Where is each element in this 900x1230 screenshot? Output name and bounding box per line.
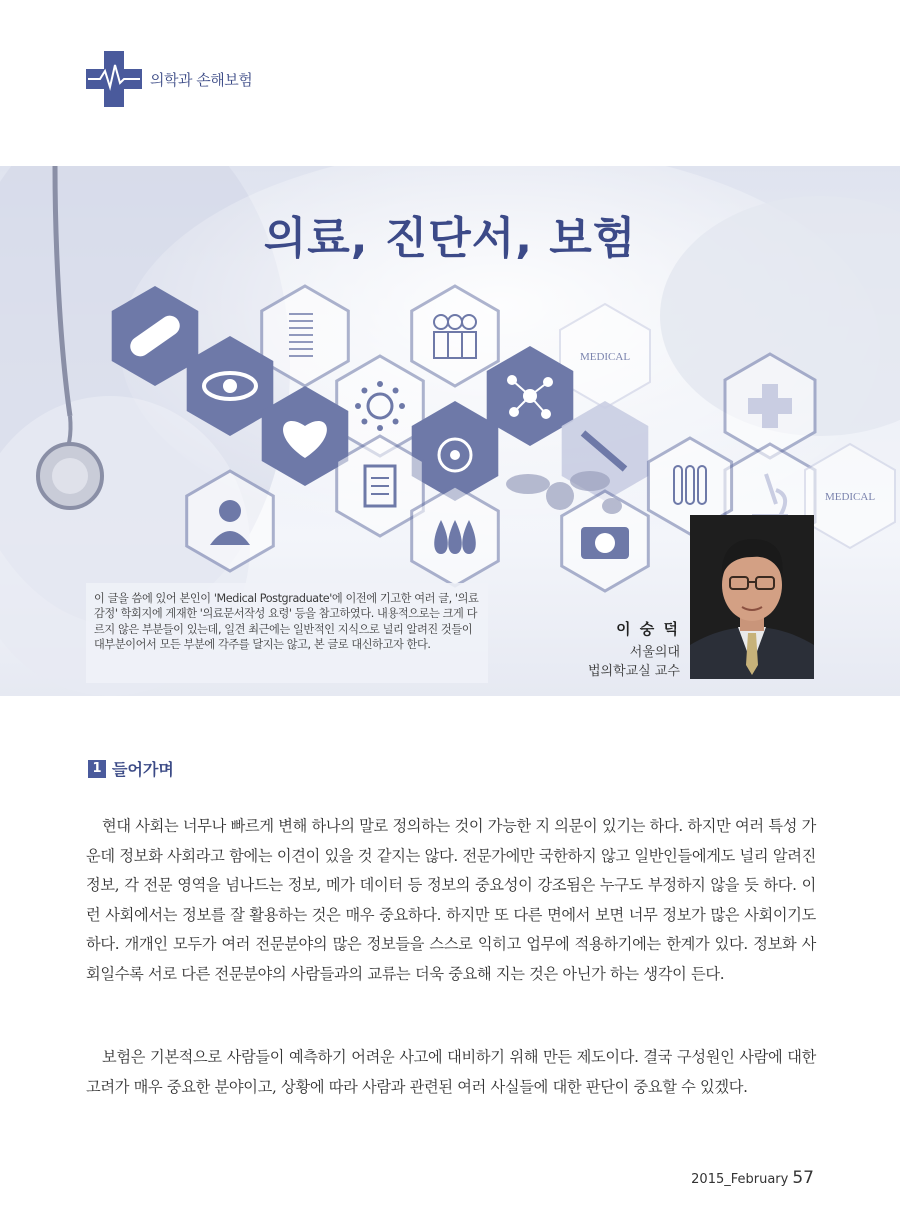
page-number: 57 xyxy=(792,1168,814,1188)
medical-label-1: MEDICAL xyxy=(579,351,631,363)
author-photo xyxy=(690,515,814,679)
author-affiliation-2: 법의학교실 교수 xyxy=(587,664,680,679)
section-number: 1 xyxy=(88,760,106,778)
medical-hex-2 xyxy=(805,444,895,548)
footer-date: 2015_February xyxy=(691,1172,789,1187)
page-footer xyxy=(691,1168,814,1188)
section-title: 들어가며 xyxy=(112,760,174,779)
hero-title: 의료, 진단서, 보험 xyxy=(263,213,637,264)
intro-note: 이 글을 씀에 있어 본인이 'Medical Postgraduate'에 이전에 기고한 여러 글, '의료감정' 학회지에 게재한 '의료문서작성 요령' 등을 참고하였다. 내용적으로는 크게 다르지 않은 부분들이 있는데, 일견 최근에는 일반적인 지식으로 널리 알려진 것들이 대부분이어서 모든 부분에 각주를 달지는 않고, 본 글로 대신하고자 한다. xyxy=(86,583,488,683)
medical-label-2: MEDICAL xyxy=(824,491,876,503)
author-affiliation-1: 서울의대 xyxy=(629,645,680,660)
header-title: 의학과 손해보험 xyxy=(150,70,253,89)
paragraph-2: 보험은 기본적으로 사람들이 예측하기 어려운 사고에 대비하기 위해 만든 제도이다. 결국 구성원인 사람에 대한 고려가 매우 중요한 분야이고, 상황에 따라 사람과 관련된 여러 사실들에 대한 판단이 중요할 수 있겠다. xyxy=(86,1048,816,1096)
section-header xyxy=(86,48,252,110)
author-info xyxy=(588,618,680,681)
paragraph-1: 현대 사회는 너무나 빠르게 변해 하나의 말로 정의하는 것이 가능한 지 의문이 있기는 하다. 하지만 여러 특성 가운데 정보화 사회라고 함에는 이견이 있을 것 같지는 않다. 전문가에만 국한하지 않고 일반인들에게도 널리 알려진 정보, 각 전문 영역을 넘나드는 정보, 메가 데이터 등 정보의 중요성이 강조됨은 누구도 부정하지 않을 듯 하다. 이런 사회에서는 정보를 잘 활용하는 것은 매우 중요하다. 하지만 또 다른 면에서 보면 너무 정보가 많은 사회이기도 하다. 개개인 모두가 여러 전문분야의 많은 정보들을 스스로 익히고 업무에 적용하기에는 한계가 있다. 정보화 사회일수록 서로 다른 전문분야의 사람들과의 교류는 더욱 중요해 지는 것은 아닌가 하는 생각이 든다. xyxy=(86,817,816,983)
section-heading xyxy=(88,757,174,780)
medical-cross-icon xyxy=(86,51,142,107)
author-name: 이 숭 덕 xyxy=(616,620,680,638)
